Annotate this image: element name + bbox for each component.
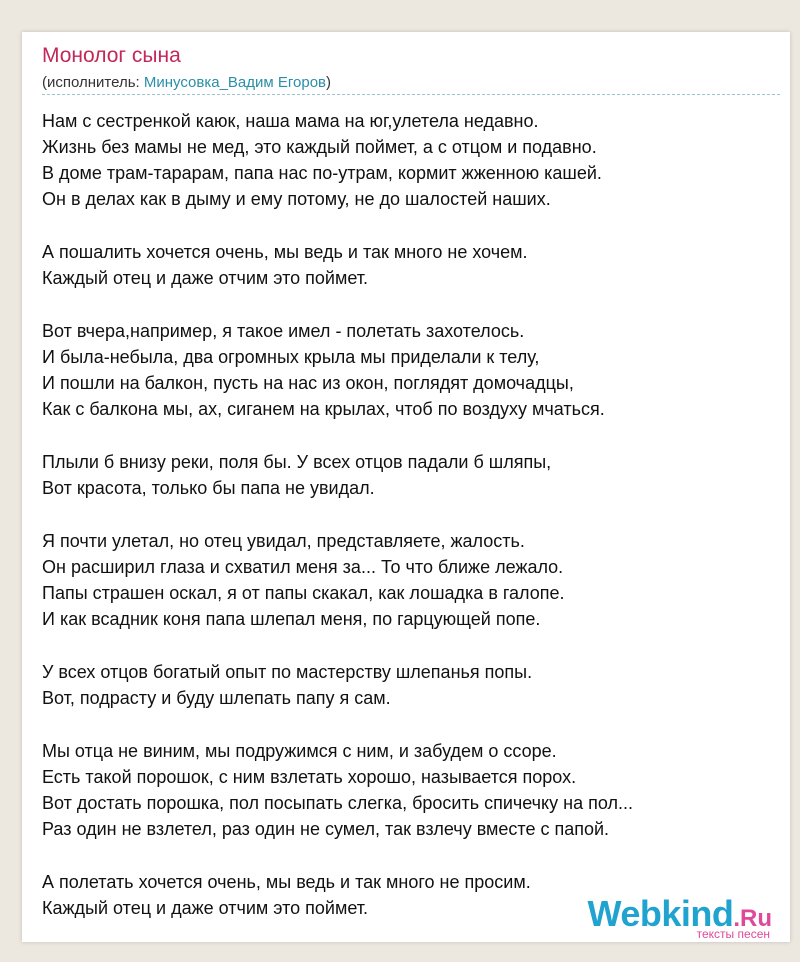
lyrics-stanza — [42, 659, 782, 711]
artist-line — [42, 74, 331, 91]
lyrics-body — [42, 108, 782, 948]
lyrics-line: Вот, подрасту и буду шлепать папу я сам. — [42, 688, 391, 708]
lyrics-line: У всех отцов богатый опыт по мастерству шлепанья попы. — [42, 662, 533, 682]
lyrics-line: И как всадник коня папа шлепал меня, по гарцующей попе. — [42, 609, 541, 629]
artist-suffix: ) — [326, 74, 332, 91]
artist-link[interactable]: Минусовка_Вадим Егоров — [143, 74, 327, 91]
lyrics-card — [22, 32, 790, 942]
lyrics-stanza — [42, 528, 782, 632]
lyrics-line: Каждый отец и даже отчим это поймет. — [42, 898, 368, 918]
artist-prefix: (исполнитель: — [42, 74, 144, 91]
logo-wordmark: Webkind — [587, 893, 734, 934]
lyrics-line: Он в делах как в дыму и ему потому, не до шалостей наших. — [42, 189, 551, 209]
lyrics-line: Раз один не взлетел, раз один не сумел, так взлечу вместе с папой. — [42, 819, 610, 839]
lyrics-line: А полетать хочется очень, мы ведь и так много не просим. — [42, 872, 531, 892]
lyrics-stanza — [42, 239, 782, 291]
lyrics-line: И пошли на балкон, пусть на нас из окон, поглядят домочадцы, — [42, 373, 574, 393]
lyrics-line: Вот красота, только бы папа не увидал. — [42, 478, 375, 498]
lyrics-line: Вот достать порошка, пол посыпать слегка, бросить спичечку на пол... — [42, 793, 633, 813]
logo-domain: .Ru — [733, 905, 772, 932]
lyrics-line: Нам с сестренкой каюк, наша мама на юг,улетела недавно. — [42, 111, 539, 131]
lyrics-line: Мы отца не виним, мы подружимся с ним, и забудем о ссоре. — [42, 741, 557, 761]
lyrics-stanza — [42, 318, 782, 422]
lyrics-line: Папы страшен оскал, я от папы скакал, как лошадка в галопе. — [42, 583, 565, 603]
lyrics-line: Жизнь без мамы не мед, это каждый поймет, а с отцом и подавно. — [42, 137, 597, 157]
lyrics-line: Каждый отец и даже отчим это поймет. — [42, 268, 368, 288]
lyrics-line: Я почти улетал, но отец увидал, представляете, жалость. — [42, 531, 525, 551]
dashed-divider — [42, 94, 780, 95]
lyrics-line: Вот вчера,например, я такое имел - полетать захотелось. — [42, 321, 525, 341]
lyrics-line: Есть такой порошок, с ним взлетать хорошо, называется порох. — [42, 767, 577, 787]
lyrics-stanza — [42, 449, 782, 501]
lyrics-line: Он расширил глаза и схватил меня за... То что ближе лежало. — [42, 557, 564, 577]
site-logo[interactable] — [587, 893, 772, 941]
lyrics-line: И была-небыла, два огромных крыла мы приделали к телу, — [42, 347, 540, 367]
lyrics-line: В доме трам-тарарам, папа нас по-утрам, кормит жженною кашей. — [42, 163, 602, 183]
lyrics-line: Как с балкона мы, ах, сиганем на крылах, чтоб по воздуху мчаться. — [42, 399, 605, 419]
lyrics-line: Плыли б внизу реки, поля бы. У всех отцов падали б шляпы, — [42, 452, 552, 472]
lyrics-stanza — [42, 738, 782, 842]
lyrics-line: А пошалить хочется очень, мы ведь и так много не хочем. — [42, 242, 528, 262]
lyrics-stanza — [42, 108, 782, 212]
logo-tagline: тексты песен — [696, 927, 770, 941]
song-title: Монолог сына — [42, 44, 181, 67]
